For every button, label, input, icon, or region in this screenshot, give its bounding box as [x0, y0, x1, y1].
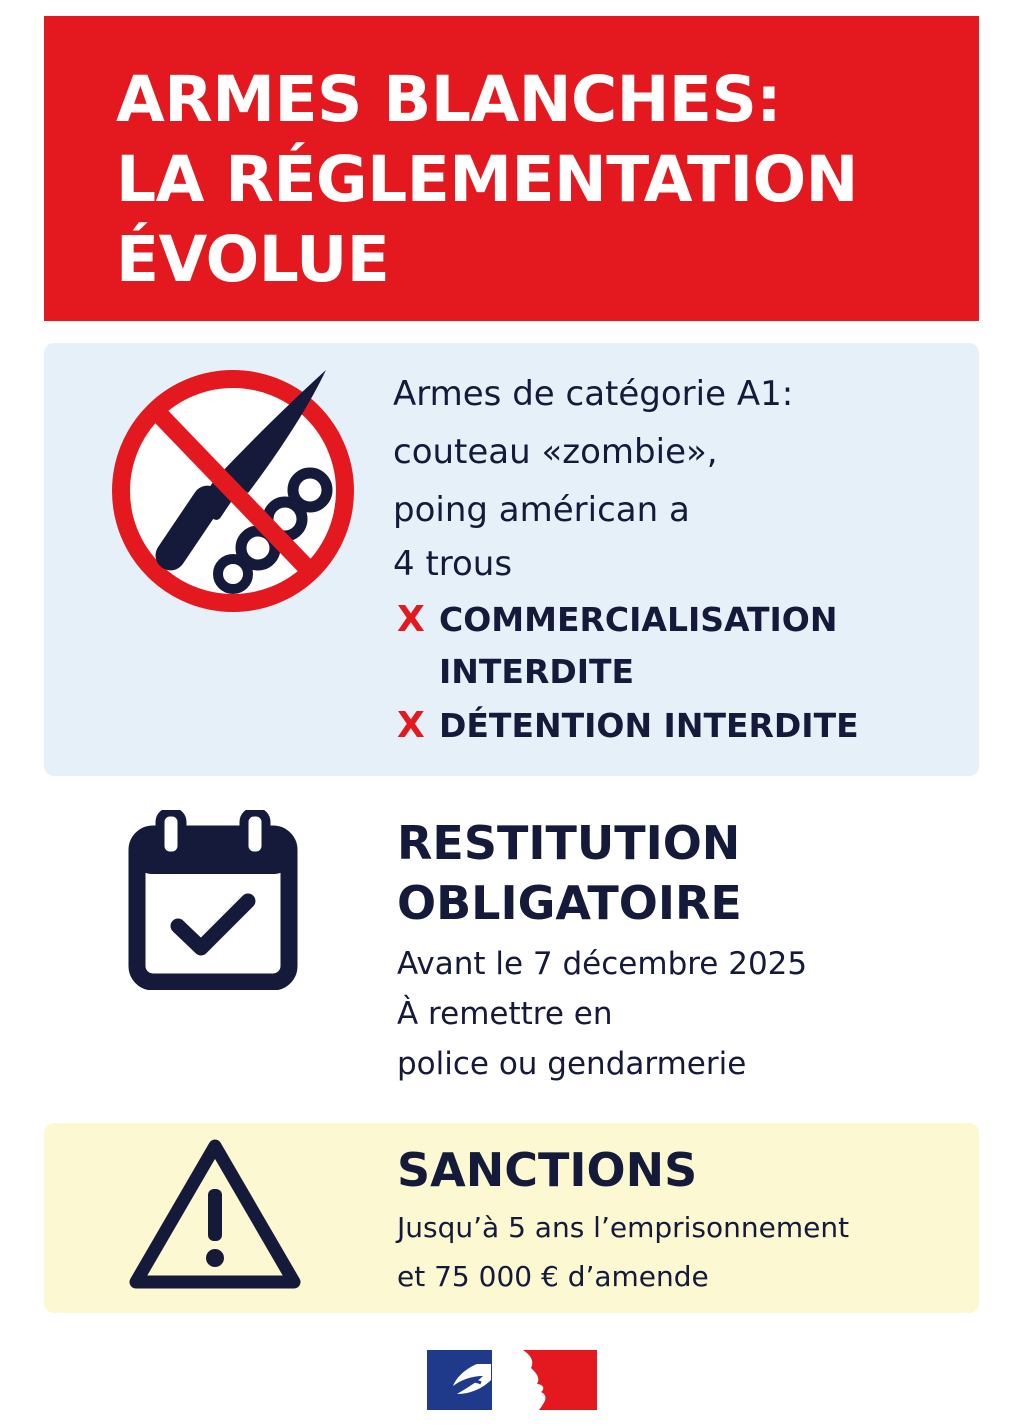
- restitution-detail-line-2: À remettre en: [397, 996, 613, 1032]
- restitution-title-line-2: OBLIGATOIRE: [397, 876, 742, 930]
- prohibited-knife-brass-knuckles-icon: [102, 360, 364, 622]
- title-line-2: LA RÉGLEMENTATION: [116, 143, 858, 216]
- title-line-1: ARMES BLANCHES:: [116, 63, 782, 136]
- x-mark-icon: X: [397, 705, 425, 746]
- title-line-3: ÉVOLUE: [116, 223, 390, 296]
- category-description-line-1: Armes de catégorie A1:: [393, 374, 794, 414]
- rule-commercialisation-line-1: COMMERCIALISATION: [439, 600, 838, 639]
- restitution-detail-line-3: police ou gendarmerie: [397, 1046, 747, 1082]
- sanctions-detail-line-2: et 75 000 € d’amende: [397, 1260, 709, 1293]
- sanctions-detail-line-1: Jusqu’à 5 ans l’emprisonnement: [397, 1211, 850, 1244]
- sanctions-title: SANCTIONS: [397, 1143, 698, 1197]
- calendar-check-icon: [128, 810, 298, 990]
- rule-detention: DÉTENTION INTERDITE: [439, 706, 859, 745]
- category-description-line-3: poing américan a: [393, 490, 690, 530]
- rule-commercialisation-line-2: INTERDITE: [439, 652, 635, 691]
- category-description-line-2: couteau «zombie»,: [393, 432, 718, 472]
- category-description-line-4: 4 trous: [393, 544, 513, 584]
- restitution-deadline: Avant le 7 décembre 2025: [397, 946, 808, 982]
- x-mark-icon: X: [397, 599, 425, 640]
- marianne-logo: [427, 1350, 597, 1410]
- title-banner: [44, 16, 979, 321]
- warning-triangle-icon: [126, 1134, 304, 1292]
- restitution-title-line-1: RESTITUTION: [397, 816, 741, 870]
